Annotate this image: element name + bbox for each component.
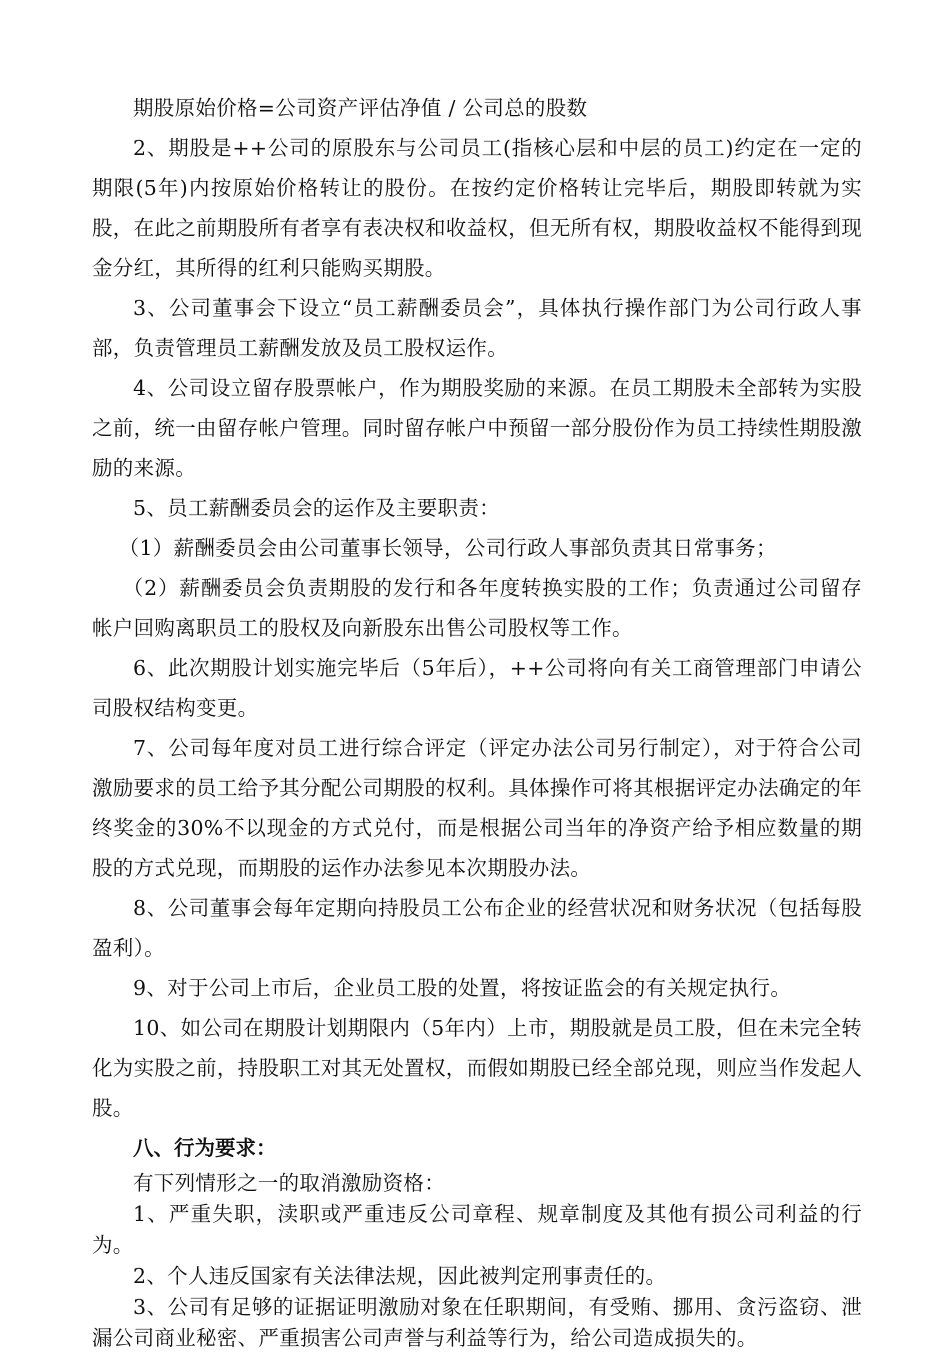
clause-7: 7、公司每年度对员工进行综合评定（评定办法公司另行制定），对于符合公司激励要求的员工给予其分配公司期股的权利。具体操作可将其根据评定办法确定的年终奖金的30%不以现金的方式兑付，而是根据公司当年的净资产给予相应数量的期股的方式兑现，而期股的运作办法参见本次期股办法。 <box>92 736 862 880</box>
requirement-item-3: 3、公司有足够的证据证明激励对象在任职期间，有受贿、挪用、贪污盗窃、泄漏公司商业秘密、严重损害公司声誉与利益等行为，给公司造成损失的。 <box>92 1295 862 1350</box>
clause-2: 2、期股是++公司的原股东与公司员工(指核心层和中层的员工)约定在一定的期限(5年)内按原始价格转让的股份。在按约定价格转让完毕后，期股即转就为实股，在此之前期股所有者享有表决权和收益权，但无所有权，期股收益权不能得到现金分红，其所得的红利只能购买期股。 <box>92 136 862 280</box>
clause-9: 9、对于公司上市后，企业员工股的处置，将按证监会的有关规定执行。 <box>133 976 792 1000</box>
clause-10: 10、如公司在期股计划期限内（5年内）上市，期股就是员工股，但在未完全转化为实股之前，持股职工对其无处置权，而假如期股已经全部兑现，则应当作发起人股。 <box>92 1016 862 1120</box>
section-heading: 八、行为要求： <box>133 1136 277 1160</box>
requirement-item-2: 2、个人违反国家有关法律法规，因此被判定刑事责任的。 <box>133 1264 667 1288</box>
clause-4: 4、公司设立留存股票帐户，作为期股奖励的来源。在员工期股未全部转为实股之前，统一由留存帐户管理。同时留存帐户中预留一部分股份作为员工持续性期股激励的来源。 <box>92 376 862 480</box>
formula-line: 期股原始价格=公司资产评估净值 / 公司总的股数 <box>133 96 588 120</box>
clause-5: 5、员工薪酬委员会的运作及主要职责： <box>133 496 500 520</box>
clause-5-item-1: （1）薪酬委员会由公司董事长领导，公司行政人事部负责其日常事务； <box>118 536 777 560</box>
requirements-intro: 有下列情形之一的取消激励资格： <box>133 1171 445 1195</box>
clause-6: 6、此次期股计划实施完毕后（5年后），++公司将向有关工商管理部门申请公司股权结构变更。 <box>92 656 862 720</box>
clause-3: 3、公司董事会下设立“员工薪酬委员会”，具体执行操作部门为公司行政人事部，负责管理员工薪酬发放及员工股权运作。 <box>92 296 862 360</box>
clause-8: 8、公司董事会每年定期向持股员工公布企业的经营状况和财务状况（包括每股盈利）。 <box>92 896 862 960</box>
clause-5-item-2: （2）薪酬委员会负责期股的发行和各年度转换实股的工作；负责通过公司留存帐户回购离职员工的股权及向新股东出售公司股权等工作。 <box>92 576 862 640</box>
requirement-item-1: 1、严重失职，渎职或严重违反公司章程、规章制度及其他有损公司利益的行为。 <box>92 1202 862 1257</box>
document-page <box>92 88 862 1354</box>
